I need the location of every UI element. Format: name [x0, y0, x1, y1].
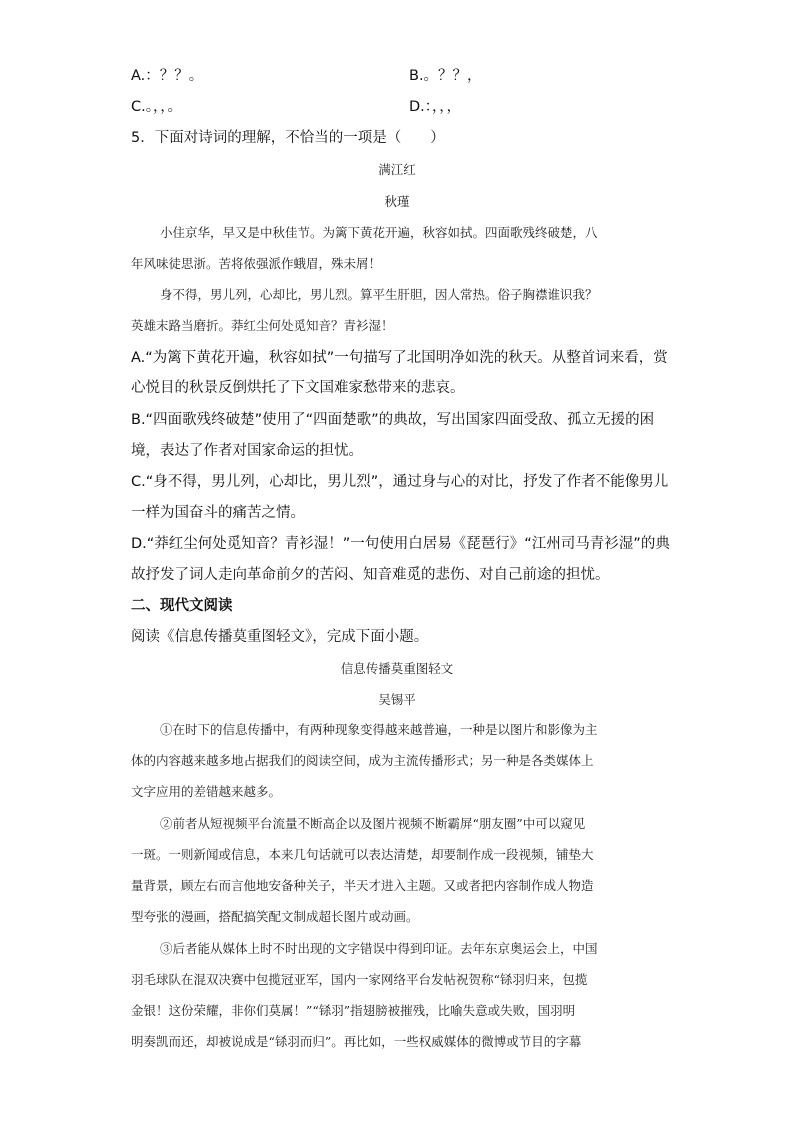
essay-line: 量背景，顾左右而言他地安备种关子，半天才进入主题。又或者把内容制作成人物造	[131, 878, 594, 893]
essay-line: ③后者能从媒体上时不时出现的文字错误中得到印证。去年东京奥运会上，中国	[160, 941, 598, 956]
essay-title: 信息传播莫重图轻文	[340, 661, 454, 676]
essay-line: 羽毛球队在混双决赛中包揽冠亚军，国内一家网络平台发帖祝贺称“铩羽归来，包揽	[131, 972, 588, 987]
option-line: D.“莽红尘何处觅知音？青衫湿！”一句使用白居易《琵琶行》“江州司马青衫湿”的典	[131, 536, 670, 552]
option-line: 故抒发了词人走向革命前夕的苦闷、知音难觅的悲伤、对自己前途的担忧。	[131, 567, 610, 583]
option-line: 一样为国奋斗的痛苦之情。	[131, 505, 305, 521]
option-line: C.“身不得，男儿列，心却比，男儿烈”，通过身与心的对比，抒发了作者不能像男儿	[131, 474, 669, 490]
essay-line: 一斑。一则新闻或信息，本来几句话就可以表达清楚，却要制作成一段视频，铺垫大	[131, 847, 594, 862]
option-line: A.“为篱下黄花开遍，秋容如拭”一句描写了北国明净如洗的秋天。从整首词来看，赏	[131, 350, 668, 366]
option-c: C.。，，。	[131, 99, 182, 115]
essay-line: 明奏凯而还，却被说成是“铩羽而归”。再比如，一些权威媒体的微博或节目的字幕	[131, 1034, 582, 1049]
poem-line: 小住京华，早又是中秋佳节。为篱下黄花开遍，秋容如拭。四面歌残终破楚，八	[160, 225, 598, 240]
poem-line: 年风味徒思浙。苦将侬强派作蛾眉，殊未屑！	[131, 256, 382, 271]
option-line: 境，表达了作者对国家命运的担忧。	[131, 443, 363, 459]
reading-instruction: 阅读《信息传播莫重图轻文》，完成下面小题。	[131, 629, 429, 645]
section-heading: 二、现代文阅读	[131, 598, 233, 614]
poem-author: 秋瑾	[384, 194, 410, 209]
essay-line: 金银！这份荣耀，非你们莫属！”“铩羽”指翅膀被摧残，比喻失意或失败，国羽明	[131, 1003, 576, 1018]
option-b: B.。？？，	[409, 68, 482, 84]
essay-line: ②前者从短视频平台流量不断高企以及图片视频不断霸屏“朋友圈”中可以窥见	[160, 816, 586, 831]
essay-line: 文字应用的差错越来越多。	[131, 784, 282, 799]
option-line: B.“四面歌残终破楚”使用了“四面楚歌”的典故，写出国家四面受敌、孤立无援的困	[131, 412, 655, 428]
essay-line: ①在时下的信息传播中，有两种现象变得越来越普遍，一种是以图片和影像为主	[160, 722, 598, 737]
poem-line: 身不得，男儿列，心却比，男儿烈。算平生肝胆，因人常热。俗子胸襟谁识我？	[160, 287, 598, 302]
essay-line: 体的内容越来越多地占据我们的阅读空间，成为主流传播形式；另一种是各类媒体上	[131, 753, 594, 768]
option-line: 心悦目的秋景反倒烘托了下文国难家愁带来的悲哀。	[131, 380, 465, 396]
option-a: A.：？？。	[131, 68, 204, 84]
essay-author: 吴锡平	[378, 692, 416, 707]
poem-title: 满江红	[378, 162, 416, 177]
option-d: D.：，，，	[409, 99, 462, 115]
question-5-stem: 5．下面对诗词的理解，不恰当的一项是（ ）	[131, 130, 445, 146]
poem-line: 英雄末路当磨折。莽红尘何处觅知音？青衫湿！	[131, 318, 394, 333]
essay-line: 型夸张的漫画，搭配搞笑配文制成超长图片或动画。	[131, 909, 419, 924]
